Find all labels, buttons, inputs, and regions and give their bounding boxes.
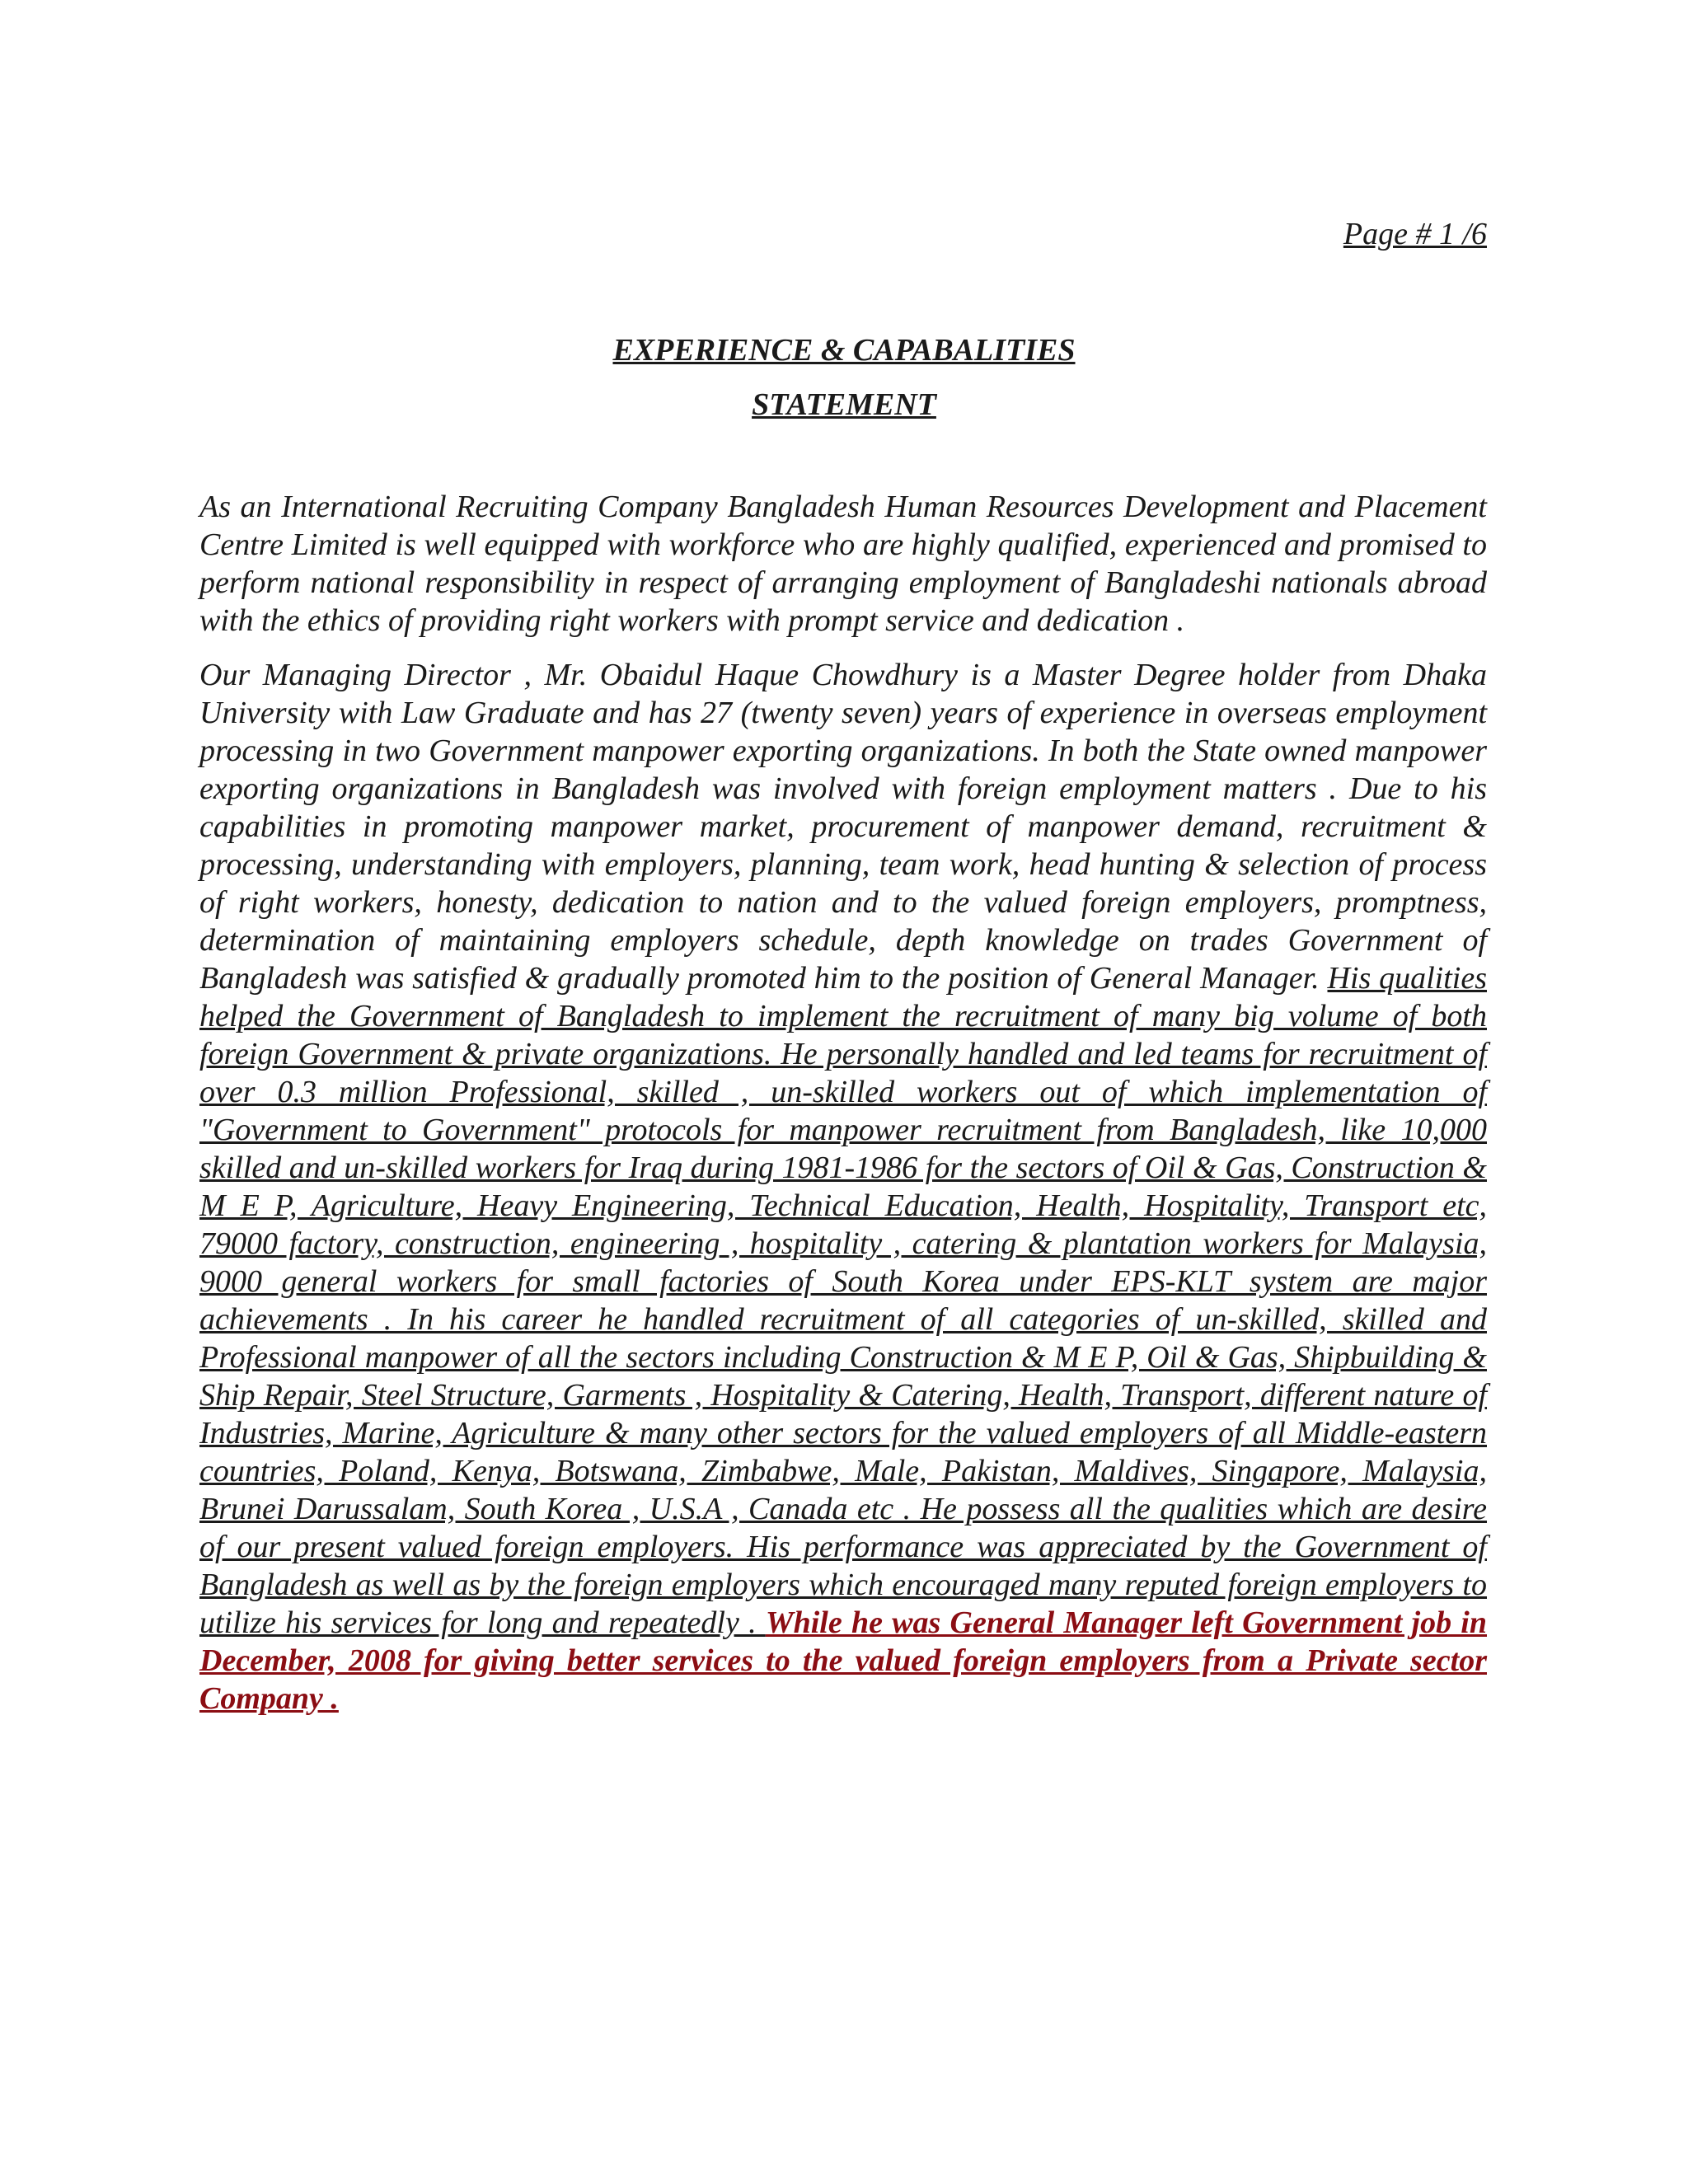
title-line-2: STATEMENT	[752, 387, 936, 422]
managing-director-paragraph	[199, 656, 1487, 1718]
md-background-text: Our Managing Director , Mr. Obaidul Haque Chowdhury is a Master Degree holder from Dhaka University with Law Graduate and has 27 (twenty seven) years of experience in overseas employment processing in two Government manpower exporting organizations. In both the State owned manpower exporting organizations in Bangladesh was involved with foreign employment matters . Due to his capabilities in promoting manpower market, procurement of manpower demand, recruitment & processing, understanding with employers, planning, team work, head hunting & selection of process of right workers, honesty, dedication to nation and to the valued foreign employers, promptness, determination of maintaining employers schedule, depth knowledge on trades Government of Bangladesh was satisfied & gradually promoted him to the position of General Manager.	[199, 658, 1487, 996]
title-line-1: EXPERIENCE & CAPABALITIES	[612, 333, 1076, 368]
md-achievements-text: His qualities helped the Government of Bangladesh to implement the recruitment of many big volume of both foreign Government & private organizations. He personally handled and led teams for recruitment of over 0.3 million Professional, skilled , un-skilled workers out of which implementation of "Government to Government" protocols for manpower recruitment from Bangladesh, like 10,000 skilled and un-skilled workers for Iraq during 1981-1986 for the sectors of Oil & Gas, Construction & M E P, Agriculture, Heavy Engineering, Technical Education, Health, Hospitality, Transport etc, 79000 factory, construction, engineering , hospitality , catering & plantation workers for Malaysia, 9000 general workers for small factories of South Korea under EPS-KLT system are major achievements . In his career he handled recruitment of all categories of un-skilled, skilled and Professional manpower of all the sectors including Construction & M E P, Oil & Gas, Shipbuilding & Ship Repair, Steel Structure, Garments , Hospitality & Catering, Health, Transport, different nature of Industries, Marine, Agriculture & many other sectors for the valued employers of all Middle-eastern countries, Poland, Kenya, Botswana, Zimbabwe, Male, Pakistan, Maldives, Singapore, Malaysia, Brunei Darussalam, South Korea , U.S.A , Canada etc . He possess all the qualities which are desire of our present valued foreign employers. His performance was appreciated by the Government of Bangladesh as well as by the foreign employers which encouraged many reputed foreign employers to utilize his services for long and repeatedly .	[199, 961, 1487, 1640]
md-highlight-text: While he was General Manager left Government job in December, 2008 for giving better services to the valued foreign employers from a Private sector Company .	[199, 1605, 1487, 1716]
statement-body	[199, 488, 1487, 1734]
page-number: Page # 1 /6	[1343, 217, 1487, 251]
document-title	[0, 323, 1688, 432]
intro-paragraph: As an International Recruiting Company Bangladesh Human Resources Development and Placement Centre Limited is well equipped with workforce who are highly qualified, experienced and promised to perform national responsibility in respect of arranging employment of Bangladeshi nationals abroad with the ethics of providing right workers with prompt service and dedication .	[199, 490, 1487, 638]
